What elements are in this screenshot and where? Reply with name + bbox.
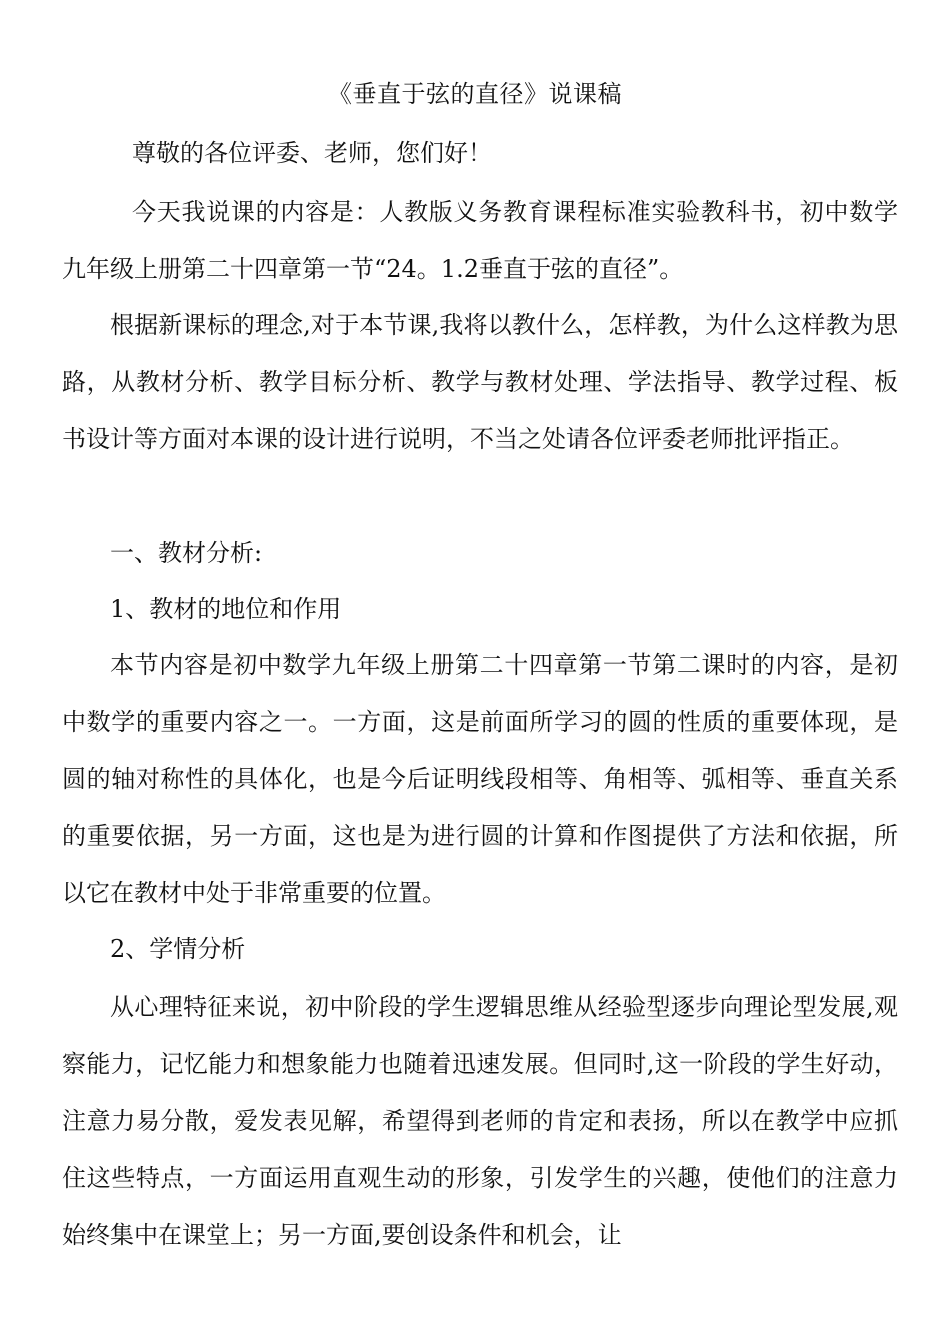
subsection-heading-status-and-role: 1、教材的地位和作用 bbox=[110, 595, 342, 623]
basis-paragraph: 根据新课标的理念,对于本节课,我将以教什么，怎样教，为什么这样教为思路，从教材分析、教学目标分析、教学与教材处理、学法指导、教学过程、板书设计等方面对本课的设计进行说明，不当之处请各位评委老师批评指正。 bbox=[62, 311, 898, 453]
intro-paragraph: 今天我说课的内容是：人教版义务教育课程标准实验教科书，初中数学九年级上册第二十四章第一节“24。1.2垂直于弦的直径”。 bbox=[62, 198, 898, 283]
student-analysis-paragraph: 从心理特征来说，初中阶段的学生逻辑思维从经验型逐步向理论型发展,观察能力，记忆能力和想象能力也随着迅速发展。但同时,这一阶段的学生好动，注意力易分散，爱发表见解，希望得到老师的肯定和表扬，所以在教学中应抓住这些特点，一方面运用直观生动的形象，引发学生的兴趣，使他们的注意力始终集中在课堂上；另一方面,要创设条件和机会，让 bbox=[62, 993, 898, 1249]
subsection-heading-student-analysis: 2、学情分析 bbox=[110, 935, 246, 963]
greeting-paragraph: 尊敬的各位评委、老师，您们好！ bbox=[132, 139, 492, 167]
document-title: 《垂直于弦的直径》说课稿 bbox=[328, 80, 622, 108]
status-and-role-paragraph: 本节内容是初中数学九年级上册第二十四章第一节第二课时的内容，是初中数学的重要内容之一。一方面，这是前面所学习的圆的性质的重要体现，是圆的轴对称性的具体化，也是今后证明线段相等、角相等、弧相等、垂直关系的重要依据，另一方面，这也是为进行圆的计算和作图提供了方法和依据，所以它在教材中处于非常重要的位置。 bbox=[62, 651, 898, 907]
section-heading-textbook-analysis: 一、教材分析: bbox=[110, 539, 263, 567]
